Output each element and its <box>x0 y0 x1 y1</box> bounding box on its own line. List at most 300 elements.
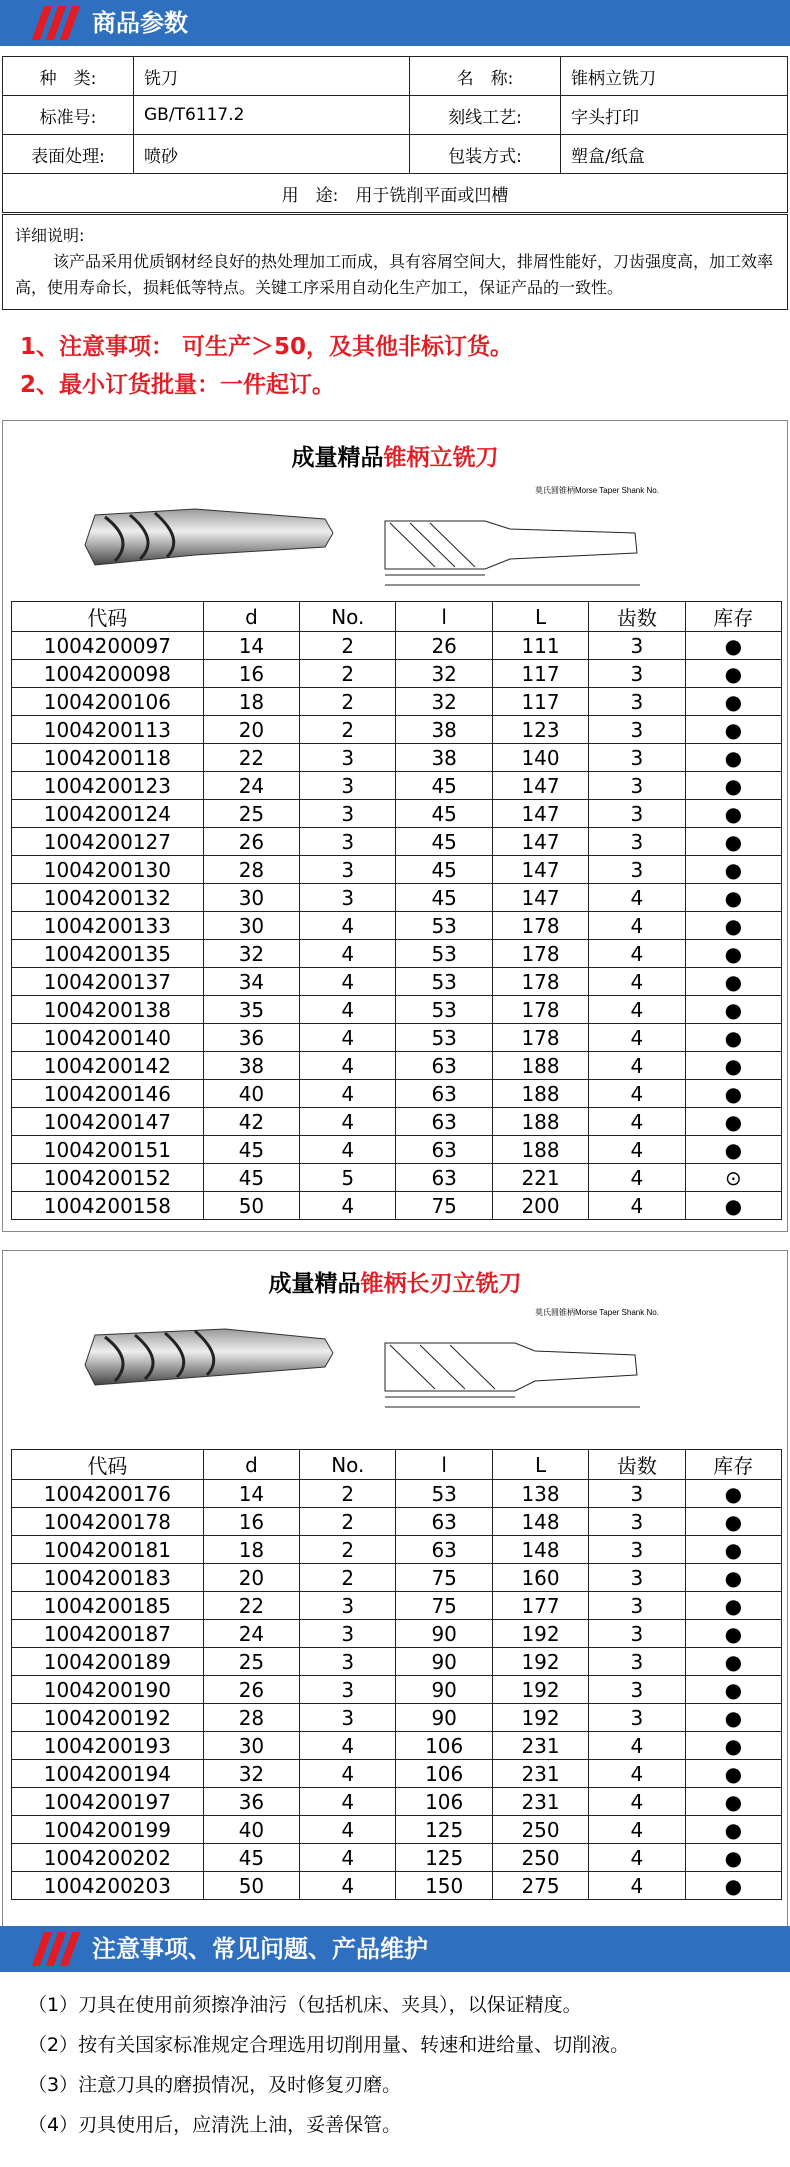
table-cell: 1004200140 <box>12 1024 204 1052</box>
table-cell: 90 <box>396 1620 492 1648</box>
table-cell: 188 <box>492 1108 588 1136</box>
table-cell: 1004200178 <box>12 1508 204 1536</box>
table-cell: 106 <box>396 1760 492 1788</box>
table-row <box>12 1508 782 1536</box>
table-cell: 148 <box>492 1508 588 1536</box>
table-cell: 1004200137 <box>12 968 204 996</box>
table-cell: 30 <box>203 912 299 940</box>
table-cell: 4 <box>300 912 396 940</box>
table-cell: 50 <box>203 1872 299 1900</box>
stock-indicator: ● <box>685 660 781 688</box>
table-cell: 4 <box>589 912 685 940</box>
stock-indicator: ● <box>685 1732 781 1760</box>
stock-indicator: ● <box>685 1564 781 1592</box>
table-cell: 178 <box>492 968 588 996</box>
table-cell: 4 <box>300 996 396 1024</box>
table-cell: 53 <box>396 968 492 996</box>
table-cell: 53 <box>396 1024 492 1052</box>
param-label: 刻线工艺: <box>410 96 561 135</box>
table-row <box>12 1024 782 1052</box>
endmill-drawing-icon <box>375 1303 725 1423</box>
table-row <box>12 716 782 744</box>
title-prefix: 成量精品 <box>268 1271 361 1297</box>
table-cell: 3 <box>589 1480 685 1508</box>
table-cell: 1004200097 <box>12 632 204 660</box>
table-cell: 3 <box>589 772 685 800</box>
table-row <box>12 744 782 772</box>
table-cell: 2 <box>300 1480 396 1508</box>
detail-text: 该产品采用优质钢材经良好的热处理加工而成，具有容屑空间大，排屑性能好，刀齿强度高，加工效率高，使用寿命长，损耗低等特点。关键工序采用自动化生产加工，保证产品的一致性。 <box>15 252 774 297</box>
table-cell: 75 <box>396 1592 492 1620</box>
table-cell: 4 <box>589 1052 685 1080</box>
table-cell: 3 <box>300 1620 396 1648</box>
table-cell: 2 <box>300 1508 396 1536</box>
table-cell: 3 <box>589 800 685 828</box>
table-cell: 53 <box>396 1480 492 1508</box>
table-cell: 53 <box>396 940 492 968</box>
table-cell: 22 <box>203 744 299 772</box>
table-cell: 3 <box>589 1564 685 1592</box>
table-row <box>12 856 782 884</box>
table-cell: 3 <box>300 856 396 884</box>
table-cell: 2 <box>300 1536 396 1564</box>
stock-indicator: ● <box>685 688 781 716</box>
table-row <box>12 1760 782 1788</box>
param-label: 标准号: <box>3 96 134 135</box>
table-cell: 188 <box>492 1052 588 1080</box>
detail-label: 详细说明: <box>15 226 85 245</box>
table-cell: 1004200194 <box>12 1760 204 1788</box>
table-cell: 4 <box>589 1872 685 1900</box>
table-cell: 16 <box>203 1508 299 1536</box>
table-cell: 1004200127 <box>12 828 204 856</box>
stock-indicator: ● <box>685 1508 781 1536</box>
table-cell: 1004200123 <box>12 772 204 800</box>
table-cell: 2 <box>300 1564 396 1592</box>
table-cell: 14 <box>203 1480 299 1508</box>
table-cell: 36 <box>203 1788 299 1816</box>
param-label: 包装方式: <box>410 135 561 174</box>
stock-indicator: ● <box>685 1648 781 1676</box>
column-header: No. <box>300 602 396 632</box>
table-row <box>12 688 782 716</box>
stock-indicator: ● <box>685 1080 781 1108</box>
panel-title <box>3 439 787 472</box>
maintenance-list <box>0 1972 790 2149</box>
table-cell: 3 <box>300 1648 396 1676</box>
table-cell: 150 <box>396 1872 492 1900</box>
table-cell: 4 <box>300 1136 396 1164</box>
param-value: 喷砂 <box>134 135 410 174</box>
table-cell: 1004200146 <box>12 1080 204 1108</box>
table-cell: 4 <box>589 1760 685 1788</box>
table-cell: 75 <box>396 1192 492 1220</box>
table-cell: 28 <box>203 1704 299 1732</box>
column-header: No. <box>300 1450 396 1480</box>
panel-title <box>3 1265 787 1298</box>
table-cell: 2 <box>300 632 396 660</box>
detail-description <box>2 214 788 310</box>
table-cell: 148 <box>492 1536 588 1564</box>
table-cell: 231 <box>492 1788 588 1816</box>
table-cell: 75 <box>396 1564 492 1592</box>
table-cell: 140 <box>492 744 588 772</box>
table-cell: 3 <box>589 1620 685 1648</box>
table-cell: 3 <box>589 1536 685 1564</box>
stock-indicator: ● <box>685 1676 781 1704</box>
table-cell: 3 <box>589 1592 685 1620</box>
stock-indicator: ● <box>685 1136 781 1164</box>
table-cell: 34 <box>203 968 299 996</box>
table-cell: 221 <box>492 1164 588 1192</box>
table-row <box>12 1192 782 1220</box>
column-header: d <box>203 602 299 632</box>
table-cell: 3 <box>300 884 396 912</box>
table-cell: 147 <box>492 884 588 912</box>
table-cell: 192 <box>492 1704 588 1732</box>
table-cell: 4 <box>589 1080 685 1108</box>
table-cell: 1004200197 <box>12 1788 204 1816</box>
table-row <box>12 968 782 996</box>
table-cell: 4 <box>589 1192 685 1220</box>
table-cell: 1004200192 <box>12 1704 204 1732</box>
stock-indicator: ● <box>685 1108 781 1136</box>
table-cell: 4 <box>300 1052 396 1080</box>
table-cell: 1004200132 <box>12 884 204 912</box>
table-cell: 18 <box>203 688 299 716</box>
table-cell: 38 <box>396 744 492 772</box>
table-cell: 4 <box>300 1816 396 1844</box>
table-row <box>12 1136 782 1164</box>
table-cell: 4 <box>589 1844 685 1872</box>
table-cell: 1004200124 <box>12 800 204 828</box>
table-cell: 28 <box>203 856 299 884</box>
stock-indicator: ● <box>685 1704 781 1732</box>
param-label: 表面处理: <box>3 135 134 174</box>
table-cell: 63 <box>396 1080 492 1108</box>
stock-indicator: ● <box>685 1592 781 1620</box>
title-product: 锥柄立铣刀 <box>383 445 499 471</box>
table-cell: 1004200189 <box>12 1648 204 1676</box>
table-cell: 18 <box>203 1536 299 1564</box>
table-cell: 53 <box>396 996 492 1024</box>
table-cell: 25 <box>203 800 299 828</box>
table-cell: 1004200130 <box>12 856 204 884</box>
table-cell: 3 <box>589 1704 685 1732</box>
table-cell: 1004200181 <box>12 1536 204 1564</box>
table-cell: 1004200185 <box>12 1592 204 1620</box>
table-row <box>12 1080 782 1108</box>
table-cell: 1004200151 <box>12 1136 204 1164</box>
table-cell: 4 <box>589 884 685 912</box>
table-cell: 1004200183 <box>12 1564 204 1592</box>
stock-indicator: ● <box>685 1192 781 1220</box>
column-header: 库存 <box>685 602 781 632</box>
column-header: L <box>492 1450 588 1480</box>
stock-indicator: ● <box>685 828 781 856</box>
table-row <box>12 1648 782 1676</box>
table-cell: 40 <box>203 1816 299 1844</box>
table-cell: 160 <box>492 1564 588 1592</box>
table-row <box>12 632 782 660</box>
table-cell: 63 <box>396 1164 492 1192</box>
section-header-maintenance <box>0 1926 790 1972</box>
table-cell: 178 <box>492 1024 588 1052</box>
table-cell: 4 <box>300 940 396 968</box>
table-cell: 53 <box>396 912 492 940</box>
param-value: 塑盒/纸盒 <box>561 135 788 174</box>
product-table-1 <box>11 601 782 1220</box>
table-cell: 1004200203 <box>12 1872 204 1900</box>
table-cell: 147 <box>492 856 588 884</box>
table-cell: 4 <box>300 1192 396 1220</box>
table-cell: 3 <box>589 688 685 716</box>
stock-indicator: ● <box>685 1816 781 1844</box>
table-cell: 3 <box>300 1676 396 1704</box>
table-cell: 3 <box>589 716 685 744</box>
usage-text: 用 途: 用于铣削平面或凹槽 <box>3 174 788 213</box>
table-cell: 38 <box>203 1052 299 1080</box>
drawing-label: 莫氏圆锥柄Morse Taper Shank No. <box>535 486 659 495</box>
table-cell: 1004200193 <box>12 1732 204 1760</box>
table-cell: 4 <box>300 1760 396 1788</box>
table-cell: 38 <box>396 716 492 744</box>
table-cell: 36 <box>203 1024 299 1052</box>
table-cell: 22 <box>203 1592 299 1620</box>
table-cell: 4 <box>300 1844 396 1872</box>
drawing-label: 莫氏圆锥柄Morse Taper Shank No. <box>535 1308 659 1317</box>
product-panel-2 <box>2 1250 788 1960</box>
stock-indicator: ● <box>685 884 781 912</box>
table-cell: 178 <box>492 996 588 1024</box>
table-cell: 45 <box>203 1136 299 1164</box>
product-table-2 <box>11 1449 782 1900</box>
table-cell: 1004200158 <box>12 1192 204 1220</box>
column-header: d <box>203 1450 299 1480</box>
stock-indicator: ● <box>685 1480 781 1508</box>
brand-logo-icon <box>30 1932 100 1966</box>
table-cell: 3 <box>589 632 685 660</box>
maintenance-item: （1）刀具在使用前须擦净油污（包括机床、夹具），以保证精度。 <box>28 1994 582 2016</box>
param-label: 种 类: <box>3 57 134 96</box>
table-cell: 4 <box>589 1788 685 1816</box>
table-cell: 4 <box>589 996 685 1024</box>
table-cell: 1004200187 <box>12 1620 204 1648</box>
table-cell: 1004200135 <box>12 940 204 968</box>
table-cell: 231 <box>492 1732 588 1760</box>
table-cell: 20 <box>203 716 299 744</box>
stock-indicator: ● <box>685 1760 781 1788</box>
table-row <box>12 660 782 688</box>
table-cell: 3 <box>589 660 685 688</box>
table-cell: 4 <box>589 1164 685 1192</box>
table-cell: 40 <box>203 1080 299 1108</box>
param-value: GB/T6117.2 <box>134 96 410 135</box>
stock-indicator: ● <box>685 744 781 772</box>
maintenance-item: （4）刃具使用后，应清洗上油，妥善保管。 <box>28 2114 402 2136</box>
table-cell: 45 <box>396 828 492 856</box>
table-cell: 147 <box>492 772 588 800</box>
table-cell: 3 <box>589 1676 685 1704</box>
table-cell: 4 <box>589 1732 685 1760</box>
table-cell: 1004200118 <box>12 744 204 772</box>
table-row <box>12 1676 782 1704</box>
table-cell: 1004200133 <box>12 912 204 940</box>
param-value: 锥柄立铣刀 <box>561 57 788 96</box>
table-cell: 3 <box>300 800 396 828</box>
table-row <box>12 912 782 940</box>
table-row <box>12 1592 782 1620</box>
table-cell: 1004200147 <box>12 1108 204 1136</box>
table-cell: 192 <box>492 1648 588 1676</box>
stock-indicator: ● <box>685 1536 781 1564</box>
table-row <box>12 1844 782 1872</box>
table-row <box>12 772 782 800</box>
table-cell: 5 <box>300 1164 396 1192</box>
stock-indicator: ● <box>685 856 781 884</box>
table-cell: 1004200098 <box>12 660 204 688</box>
table-cell: 35 <box>203 996 299 1024</box>
section-title: 注意事项、常见问题、产品维护 <box>92 1935 428 1963</box>
param-value: 字头打印 <box>561 96 788 135</box>
table-cell: 147 <box>492 828 588 856</box>
stock-indicator: ● <box>685 1620 781 1648</box>
table-row <box>12 1108 782 1136</box>
table-cell: 4 <box>300 1732 396 1760</box>
endmill-photo-icon <box>75 1315 345 1405</box>
table-row <box>12 828 782 856</box>
table-cell: 177 <box>492 1592 588 1620</box>
stock-indicator: ● <box>685 996 781 1024</box>
table-cell: 3 <box>589 744 685 772</box>
endmill-drawing-icon <box>375 481 725 601</box>
table-cell: 32 <box>203 940 299 968</box>
table-cell: 250 <box>492 1844 588 1872</box>
table-row <box>12 940 782 968</box>
table-cell: 30 <box>203 1732 299 1760</box>
stock-indicator: ● <box>685 772 781 800</box>
stock-indicator: ● <box>685 1024 781 1052</box>
brand-logo-icon <box>30 6 100 40</box>
table-cell: 3 <box>589 1508 685 1536</box>
table-cell: 24 <box>203 1620 299 1648</box>
table-cell: 111 <box>492 632 588 660</box>
table-cell: 50 <box>203 1192 299 1220</box>
table-cell: 3 <box>300 1704 396 1732</box>
param-value: 铣刀 <box>134 57 410 96</box>
table-cell: 90 <box>396 1648 492 1676</box>
table-cell: 45 <box>396 884 492 912</box>
table-cell: 1004200190 <box>12 1676 204 1704</box>
table-row <box>12 1564 782 1592</box>
table-cell: 188 <box>492 1136 588 1164</box>
table-cell: 106 <box>396 1788 492 1816</box>
section-title: 商品参数 <box>92 9 188 37</box>
stock-indicator: ● <box>685 1872 781 1900</box>
table-cell: 4 <box>589 968 685 996</box>
table-cell: 90 <box>396 1676 492 1704</box>
table-cell: 25 <box>203 1648 299 1676</box>
table-cell: 1004200176 <box>12 1480 204 1508</box>
stock-indicator: ● <box>685 1844 781 1872</box>
table-cell: 4 <box>300 968 396 996</box>
table-cell: 4 <box>300 1080 396 1108</box>
table-cell: 1004200202 <box>12 1844 204 1872</box>
table-cell: 45 <box>396 856 492 884</box>
stock-indicator: ● <box>685 800 781 828</box>
stock-indicator: ⊙ <box>685 1164 781 1192</box>
params-row <box>3 135 788 174</box>
title-product: 锥柄长刃立铣刀 <box>360 1271 522 1297</box>
table-cell: 106 <box>396 1732 492 1760</box>
table-cell: 200 <box>492 1192 588 1220</box>
table-cell: 32 <box>396 688 492 716</box>
params-row <box>3 96 788 135</box>
table-cell: 1004200142 <box>12 1052 204 1080</box>
table-cell: 63 <box>396 1136 492 1164</box>
maintenance-item: （3）注意刀具的磨损情况，及时修复刃磨。 <box>28 2074 402 2096</box>
table-cell: 2 <box>300 688 396 716</box>
table-cell: 45 <box>203 1844 299 1872</box>
table-cell: 3 <box>300 1592 396 1620</box>
column-header: 代码 <box>12 1450 204 1480</box>
table-cell: 26 <box>203 828 299 856</box>
table-cell: 4 <box>589 1108 685 1136</box>
table-cell: 250 <box>492 1816 588 1844</box>
table-cell: 32 <box>203 1760 299 1788</box>
column-header: 库存 <box>685 1450 781 1480</box>
table-cell: 32 <box>396 660 492 688</box>
table-cell: 63 <box>396 1508 492 1536</box>
table-cell: 45 <box>203 1164 299 1192</box>
table-cell: 1004200199 <box>12 1816 204 1844</box>
table-row <box>12 1052 782 1080</box>
table-cell: 275 <box>492 1872 588 1900</box>
table-cell: 3 <box>300 744 396 772</box>
table-cell: 231 <box>492 1760 588 1788</box>
endmill-photo-icon <box>75 495 345 585</box>
stock-indicator: ● <box>685 968 781 996</box>
maintenance-item: （2）按有关国家标准规定合理选用切削用量、转速和进给量、切削液。 <box>28 2034 630 2056</box>
column-header: L <box>492 602 588 632</box>
table-row <box>12 1788 782 1816</box>
table-cell: 45 <box>396 800 492 828</box>
table-cell: 14 <box>203 632 299 660</box>
table-cell: 30 <box>203 884 299 912</box>
table-cell: 2 <box>300 660 396 688</box>
params-row <box>3 57 788 96</box>
param-label: 名 称: <box>410 57 561 96</box>
table-cell: 4 <box>300 1024 396 1052</box>
table-row <box>12 1732 782 1760</box>
table-cell: 24 <box>203 772 299 800</box>
note-item: 2、最小订货批量：一件起订。 <box>20 372 336 398</box>
table-cell: 42 <box>203 1108 299 1136</box>
table-row <box>12 1480 782 1508</box>
table-cell: 26 <box>396 632 492 660</box>
params-table <box>2 56 788 213</box>
table-row <box>12 1620 782 1648</box>
table-cell: 4 <box>300 1788 396 1816</box>
table-cell: 4 <box>589 1136 685 1164</box>
table-cell: 138 <box>492 1480 588 1508</box>
table-cell: 26 <box>203 1676 299 1704</box>
table-row <box>12 1704 782 1732</box>
column-header: l <box>396 602 492 632</box>
table-header-row <box>12 1450 782 1480</box>
table-cell: 3 <box>589 856 685 884</box>
table-row <box>12 800 782 828</box>
